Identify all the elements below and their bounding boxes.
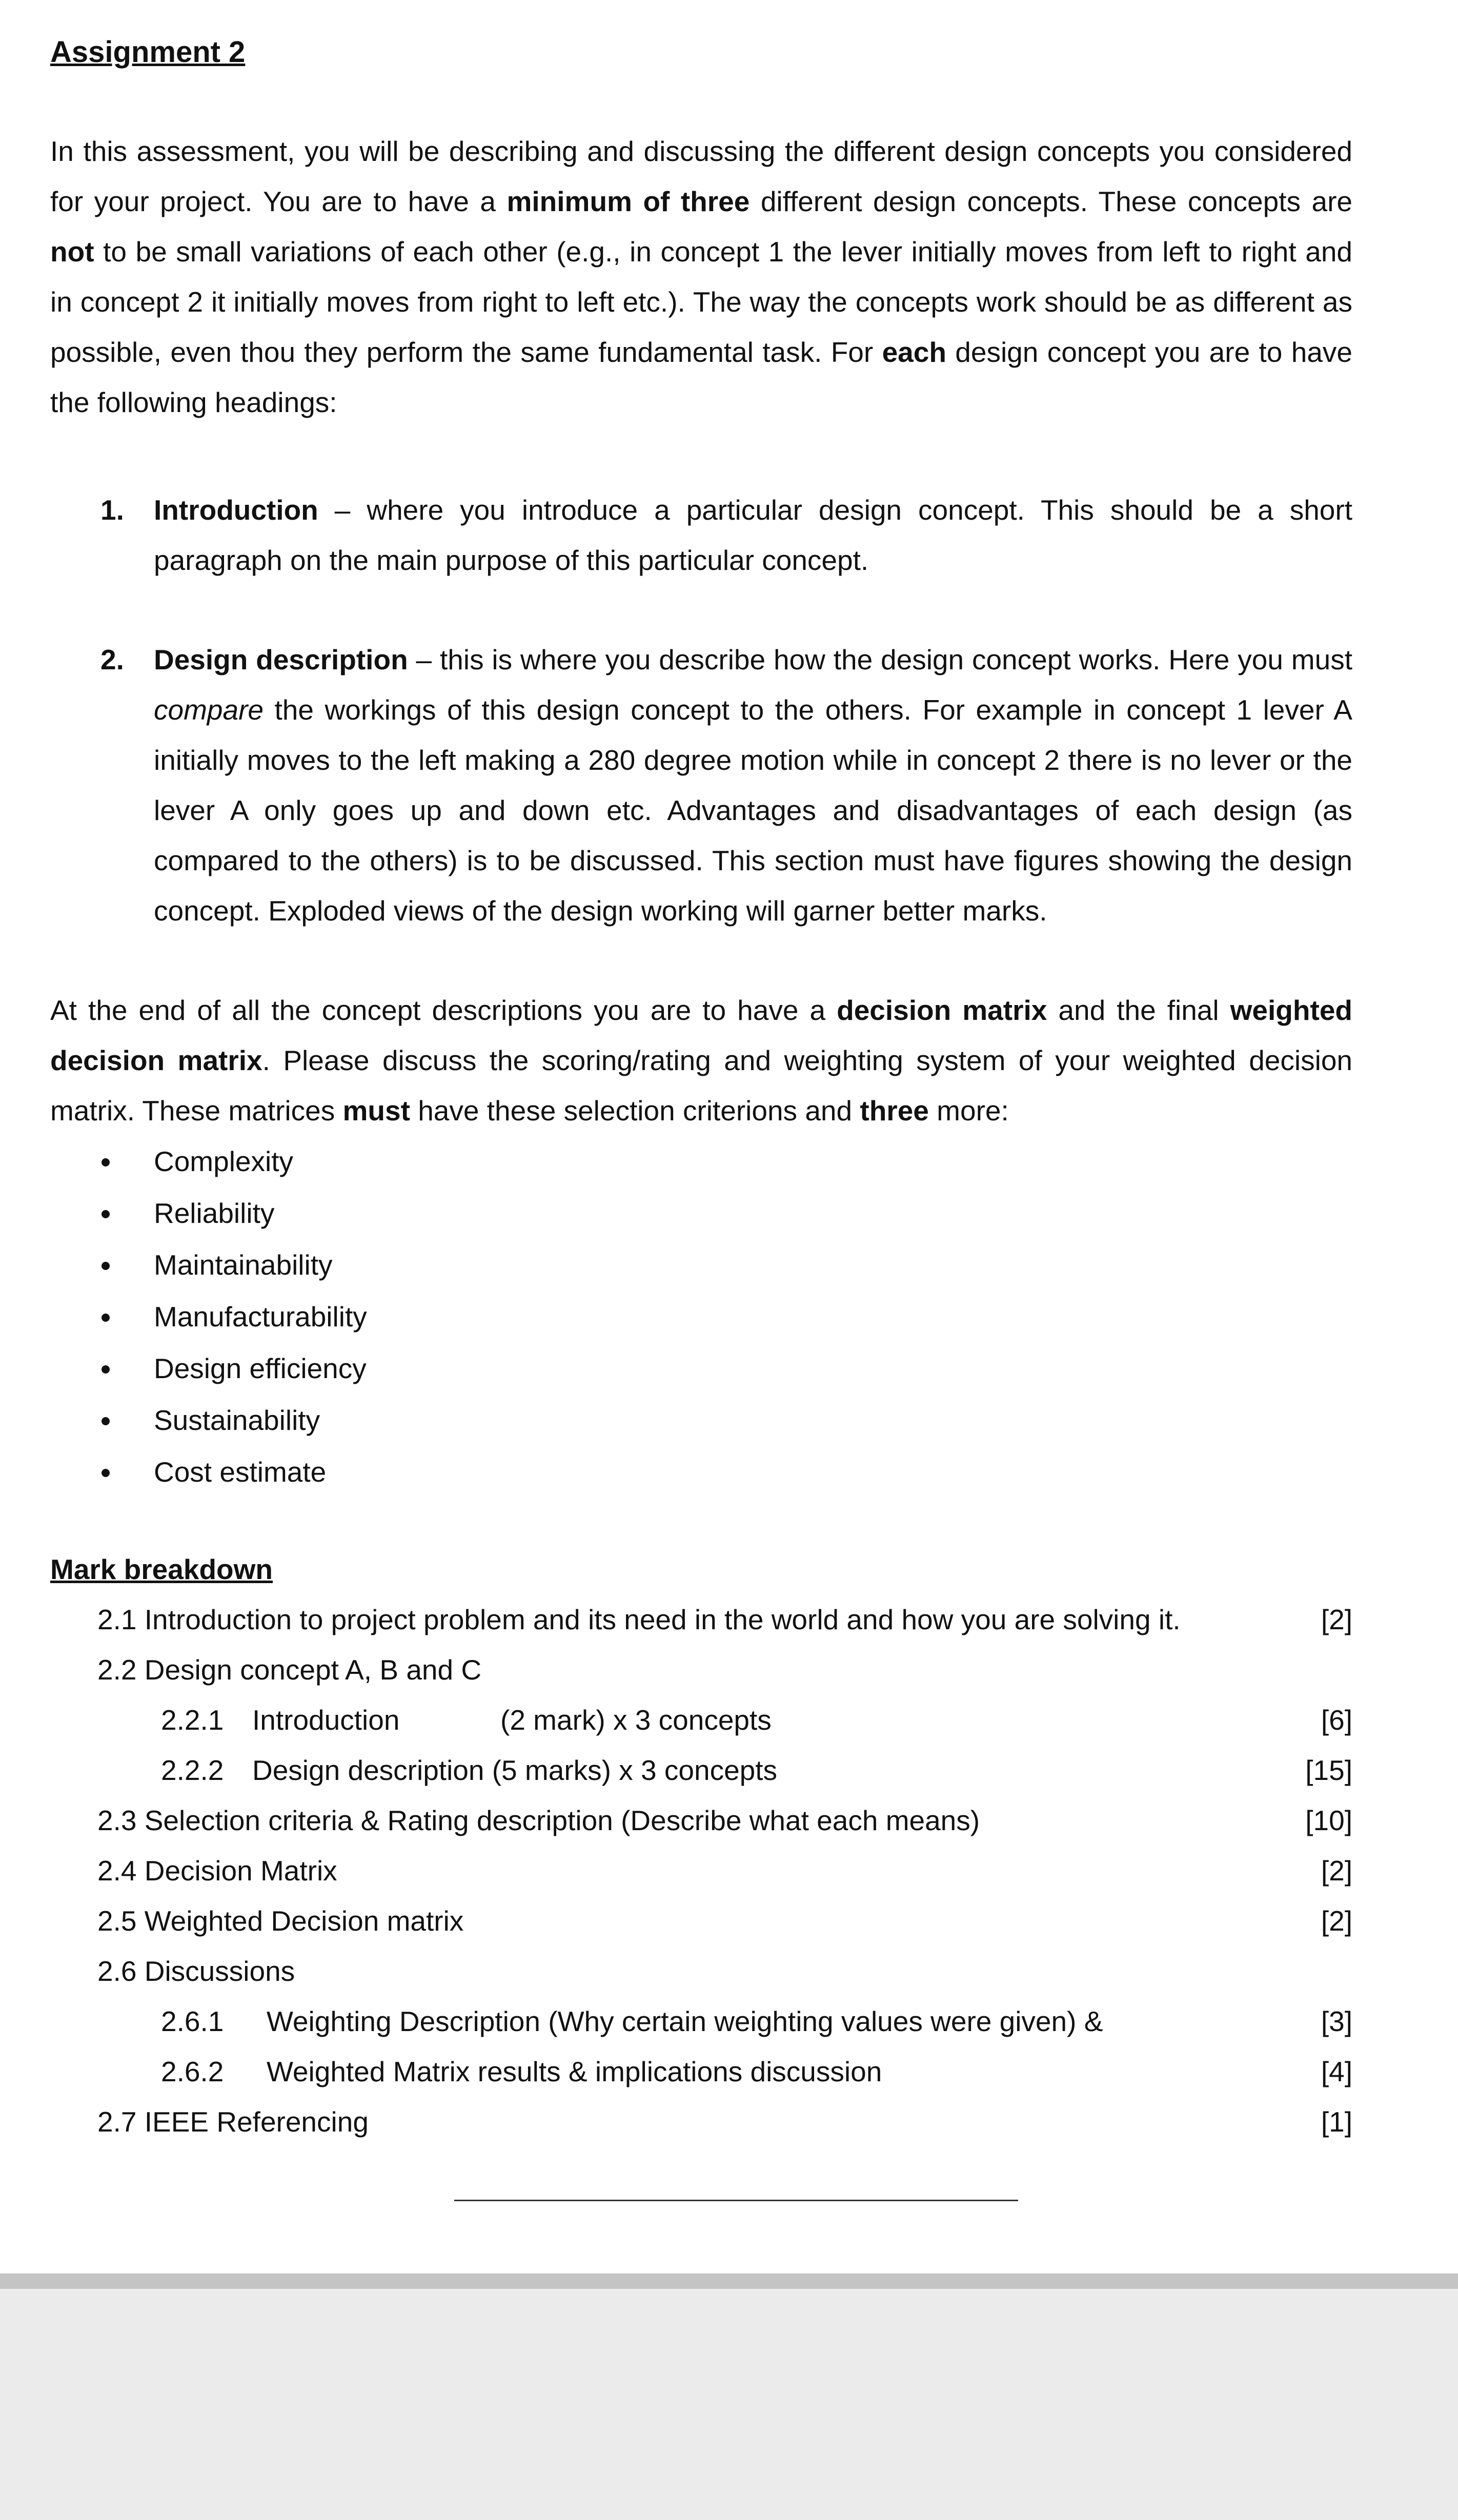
mark-row bbox=[50, 1645, 1352, 1695]
intro-bold-minimum: minimum of three bbox=[507, 186, 750, 217]
intro-bold-not: not bbox=[50, 236, 94, 268]
matrix-text: . Please discuss the scoring/rating and weighting system of your weighted decision matrix. These matrices bbox=[50, 1044, 1352, 1126]
criteria-item bbox=[50, 1343, 1352, 1395]
heading-text: the workings of this design concept to the others. For example in concept 1 lever A initially moves to the left making a 280 degree motion while in concept 2 there is no lever or the lever A only goes up and down etc. Advantages and disadvantages of each design (as compared to the others) is to be discussed. This section must have figures showing the design concept. Exploded views of the design working will garner better marks. bbox=[154, 694, 1352, 927]
criteria-item bbox=[50, 1291, 1352, 1343]
bullet-icon bbox=[102, 1417, 110, 1425]
mark-row bbox=[50, 1846, 1352, 1896]
mark-subrow-number: 2.2.2 bbox=[161, 1754, 224, 1786]
matrix-paragraph bbox=[50, 985, 1352, 1136]
intro-text: In this assessment, you will be describing and discussing the different design concepts you considered for your project. You are to have a bbox=[50, 135, 1352, 217]
mark-subrow bbox=[50, 1996, 1352, 2046]
criteria-label: Design efficiency bbox=[154, 1353, 367, 1384]
criteria-list bbox=[50, 1136, 1352, 1498]
intro-text: design concept you are to have the following headings: bbox=[50, 336, 1352, 418]
criteria-label: Cost estimate bbox=[154, 1456, 327, 1488]
bullet-icon bbox=[102, 1469, 110, 1477]
mark-row-text: 2.5 Weighted Decision matrix bbox=[97, 1905, 464, 1937]
page-bottom-edge bbox=[0, 2273, 1458, 2289]
intro-paragraph bbox=[50, 126, 1352, 427]
mark-value: [1] bbox=[1321, 2106, 1352, 2138]
mark-row-text: 2.1 Introduction to project problem and its need in the world and how you are solving it. bbox=[97, 1604, 1181, 1635]
matrix-text: and the final bbox=[1047, 994, 1230, 1026]
mark-row bbox=[50, 1795, 1352, 1846]
criteria-item bbox=[50, 1239, 1352, 1291]
mark-subrow bbox=[50, 1745, 1352, 1795]
mark-row bbox=[50, 1896, 1352, 1946]
mark-value: [2] bbox=[1321, 1604, 1352, 1635]
mark-subrow-detail: (2 mark) x 3 concepts bbox=[500, 1704, 772, 1736]
heading-item-introduction bbox=[50, 485, 1352, 585]
mark-subrow-number: 2.2.1 bbox=[161, 1704, 224, 1736]
bullet-icon bbox=[102, 1210, 110, 1218]
intro-bold-each: each bbox=[882, 336, 946, 368]
heading-italic-compare: compare bbox=[154, 694, 264, 726]
matrix-bold-must: must bbox=[342, 1095, 410, 1126]
matrix-bold-three: three bbox=[860, 1095, 929, 1126]
mark-breakdown-title: Mark breakdown bbox=[50, 1553, 273, 1585]
mark-subrow-number: 2.6.1 bbox=[161, 2005, 224, 2037]
mark-row-text: 2.6 Discussions bbox=[97, 1955, 295, 1987]
mark-row-text: 2.2 Design concept A, B and C bbox=[97, 1654, 482, 1686]
mark-value: [15] bbox=[1305, 1754, 1352, 1786]
matrix-text: have these selection criterions and bbox=[410, 1095, 860, 1126]
heading-number: 1. bbox=[100, 494, 124, 526]
heading-text: – where you introduce a particular design concept. This should be a short paragraph on the main purpose of this particular concept. bbox=[154, 494, 1352, 576]
mark-subrow bbox=[50, 1695, 1352, 1745]
mark-value: [2] bbox=[1321, 1855, 1352, 1887]
bullet-icon bbox=[102, 1365, 110, 1374]
matrix-bold-weighted: weighted decision matrix bbox=[50, 994, 1352, 1076]
heading-item-design-description bbox=[50, 634, 1352, 936]
bullet-icon bbox=[102, 1262, 110, 1270]
criteria-item bbox=[50, 1187, 1352, 1239]
heading-title: Introduction bbox=[154, 494, 318, 526]
bullet-icon bbox=[102, 1158, 110, 1166]
criteria-label: Sustainability bbox=[154, 1404, 320, 1436]
criteria-label: Maintainability bbox=[154, 1249, 333, 1281]
bullet-icon bbox=[102, 1314, 110, 1322]
assignment-title: Assignment 2 bbox=[50, 35, 246, 69]
mark-row bbox=[50, 1594, 1352, 1645]
criteria-item bbox=[50, 1136, 1352, 1187]
intro-text: different design concepts. These concepts are bbox=[750, 186, 1352, 217]
end-divider bbox=[454, 2200, 1018, 2201]
mark-subrow-number: 2.6.2 bbox=[161, 2056, 224, 2087]
mark-subrow-label: Weighting Description (Why certain weighting values were given) & bbox=[267, 2005, 1103, 2037]
mark-subrow bbox=[50, 2046, 1352, 2097]
mark-row-text: 2.7 IEEE Referencing bbox=[97, 2106, 369, 2138]
mark-row bbox=[50, 1946, 1352, 1996]
mark-subrow-label: Introduction bbox=[252, 1704, 400, 1736]
mark-row-text: 2.4 Decision Matrix bbox=[97, 1855, 337, 1887]
mark-subrow-label: Design description (5 marks) x 3 concepts bbox=[252, 1754, 778, 1786]
document-content bbox=[50, 32, 1352, 2147]
mark-subrow-label: Weighted Matrix results & implications discussion bbox=[267, 2056, 882, 2087]
criteria-item bbox=[50, 1446, 1352, 1498]
heading-number: 2. bbox=[100, 644, 124, 675]
headings-list bbox=[50, 485, 1352, 936]
mark-value: [4] bbox=[1321, 2056, 1352, 2087]
criteria-item bbox=[50, 1395, 1352, 1446]
mark-value: [10] bbox=[1305, 1805, 1352, 1836]
heading-title: Design description bbox=[154, 644, 408, 675]
heading-text: – this is where you describe how the design concept works. Here you must bbox=[408, 644, 1352, 675]
criteria-label: Complexity bbox=[154, 1145, 294, 1177]
mark-value: [3] bbox=[1321, 2005, 1352, 2037]
mark-row-text: 2.3 Selection criteria & Rating description (Describe what each means) bbox=[97, 1805, 980, 1836]
mark-value: [6] bbox=[1321, 1704, 1352, 1736]
matrix-text: At the end of all the concept descriptions you are to have a bbox=[50, 994, 837, 1026]
matrix-text: more: bbox=[928, 1095, 1009, 1126]
criteria-label: Reliability bbox=[154, 1197, 275, 1229]
criteria-label: Manufacturability bbox=[154, 1301, 367, 1333]
mark-row bbox=[50, 2097, 1352, 2147]
mark-value: [2] bbox=[1321, 1905, 1352, 1937]
matrix-bold-decision-matrix: decision matrix bbox=[837, 994, 1047, 1026]
intro-text: to be small variations of each other (e.g., in concept 1 the lever initially moves from left to right and in concept 2 it initially moves from right to left etc.). The way the concepts work should be as different as possible, even thou they perform the same fundamental task. For bbox=[50, 236, 1352, 368]
